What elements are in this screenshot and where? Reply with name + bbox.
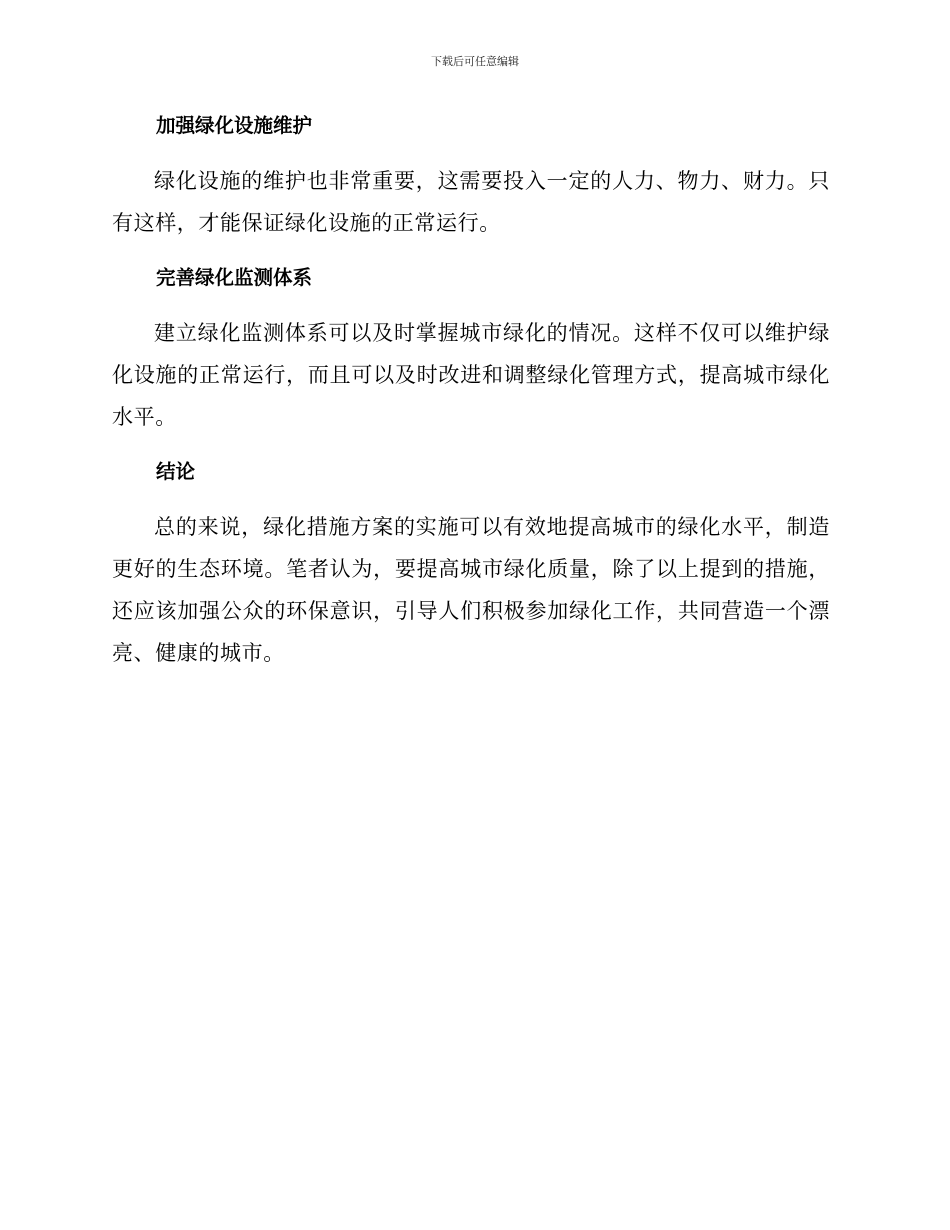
- section-heading-conclusion: 结论: [156, 460, 196, 483]
- page-header: 下载后可任意编辑: [431, 55, 519, 68]
- paragraph-facility-maintenance: 绿化设施的维护也非常重要，这需要投入一定的人力、物力、财力。只有这样，才能保证绿化设施的正常运行。: [112, 169, 830, 235]
- paragraph-conclusion: 总的来说，绿化措施方案的实施可以有效地提高城市的绿化水平，制造更好的生态环境。笔者认为，要提高城市绿化质量，除了以上提到的措施，还应该加强公众的环保意识，引导人们积极参加绿化工作，共同营造一个漂亮、健康的城市。: [112, 515, 830, 665]
- paragraph-monitoring-system: 建立绿化监测体系可以及时掌握城市绿化的情况。这样不仅可以维护绿化设施的正常运行，而且可以及时改进和调整绿化管理方式，提高城市绿化水平。: [112, 321, 830, 429]
- section-heading-monitoring-system: 完善绿化监测体系: [156, 266, 313, 289]
- section-heading-facility-maintenance: 加强绿化设施维护: [156, 114, 313, 137]
- document-body: [112, 104, 830, 686]
